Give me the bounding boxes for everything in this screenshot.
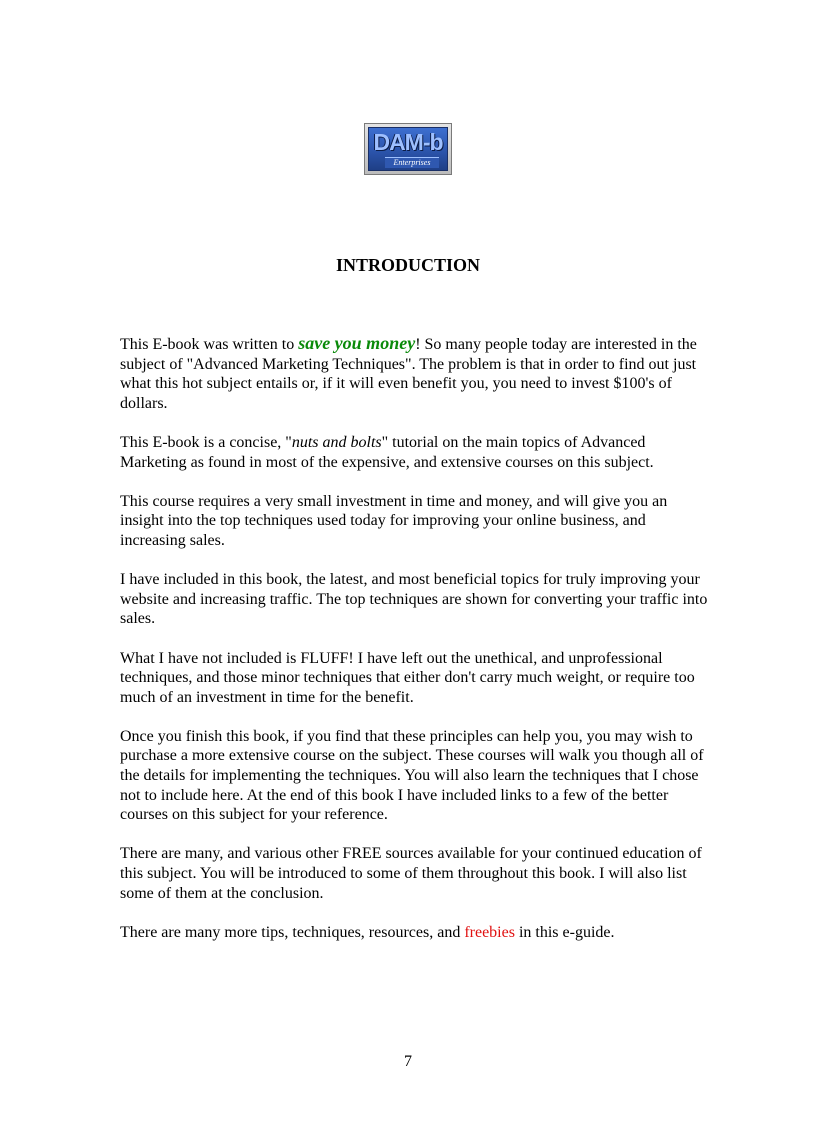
company-logo [364, 123, 452, 175]
paragraph-7: There are many, and various other FREE sources available for your continued education of this subject. You will be introduced to some of them throughout this book. I will also list some of them at the conclusion. [120, 845, 702, 902]
paragraph-2-text-a: This E-book is a concise, " [120, 433, 292, 451]
logo-badge [368, 127, 448, 171]
paragraph-6: Once you finish this book, if you find that these principles can help you, you may wish to purchase a more extensive course on the subject. These courses will walk you though all of the details for implementing the techniques. You will also learn the techniques that I chose not to include here. At the end of this book I have included links to a few of the better courses on this subject for your reference. [120, 727, 704, 824]
paragraph-1-text-c: ! So many people today are interested in the subject of "Advanced Marketing Techniques". The problem is that in order to find out just what this hot subject entails or, if it will even benefit you, you need to invest $100's of dollars. [120, 336, 697, 412]
paragraph-1 [120, 334, 710, 413]
paragraph-5: What I have not included is FLUFF! I have left out the unethical, and unprofessional techniques, and those minor techniques that either don't carry much weight, or require too much of an investment in time for the benefit. [120, 649, 695, 706]
paragraph-2-text-c: " tutorial on the main topics of Advanced Marketing as found in most of the expensive, and extensive courses on this subject. [120, 433, 654, 471]
paragraph-3: This course requires a very small investment in time and money, and will give you an insight into the top techniques used today for improving your online business, and increasing sales. [120, 492, 668, 549]
paragraph-2 [120, 433, 710, 472]
logo-text: DAM-b [373, 129, 443, 155]
save-you-money-highlight: save you money [298, 333, 416, 353]
freebies-link[interactable]: freebies [464, 923, 515, 941]
paragraph-8 [120, 923, 710, 943]
paragraph-4: I have included in this book, the latest, and most beneficial topics for truly improving your website and increasing traffic. The top techniques are shown for converting your traffic into sales. [120, 571, 708, 628]
paragraph-8-text-a: There are many more tips, techniques, resources, and [120, 923, 465, 941]
nuts-and-bolts-italic: nuts and bolts [291, 433, 382, 451]
body-text [120, 334, 710, 962]
page-title: INTRODUCTION [335, 255, 481, 275]
page-number: 7 [404, 1053, 412, 1070]
paragraph-8-text-c: in this e-guide. [514, 923, 615, 941]
paragraph-1-text-a: This E-book was written to [120, 336, 299, 353]
logo-subtext: Enterprises [385, 157, 439, 168]
